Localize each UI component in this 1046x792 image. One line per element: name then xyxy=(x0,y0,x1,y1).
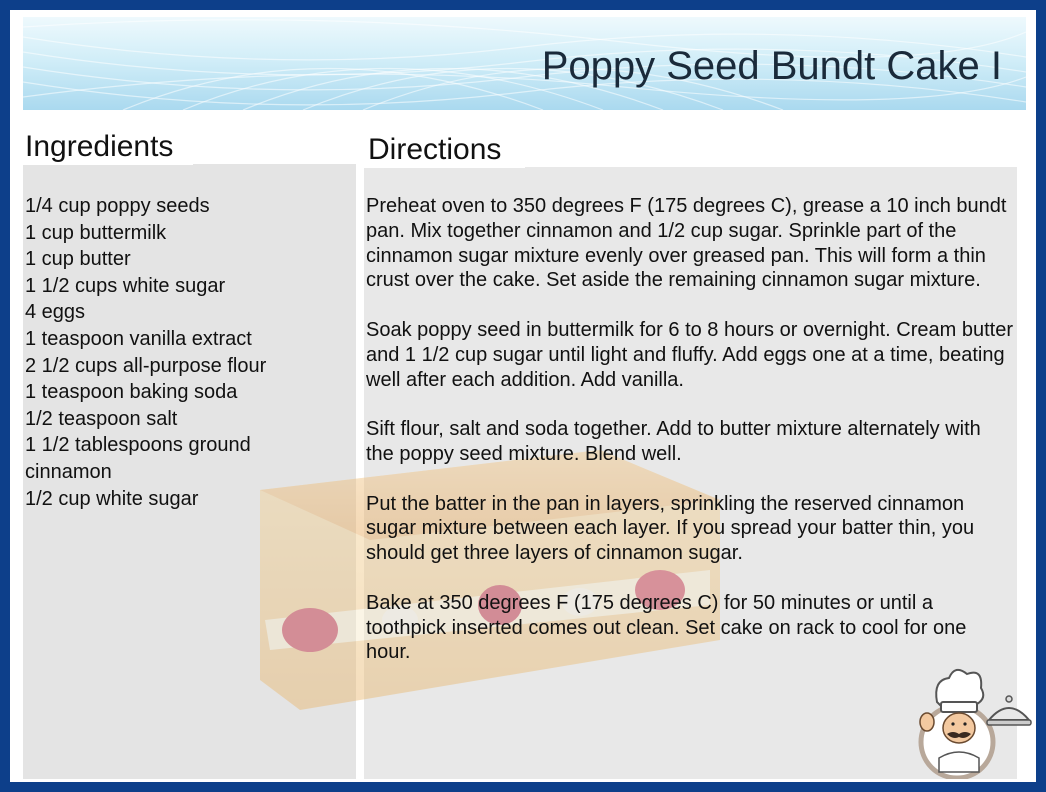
list-item: 2 1/2 cups all-purpose flour xyxy=(25,354,267,377)
list-item: 1/2 cup white sugar xyxy=(25,487,199,510)
direction-step: Preheat oven to 350 degrees F (175 degrees C), grease a 10 inch bundt pan. Mix together cinnamon and 1/2 cup sugar. Sprinkle part of the cinnamon sugar mixture evenly over greased pan. This will form a thin crust over the cake. Set aside the remaining cinnamon sugar mixture. xyxy=(366,195,1007,292)
list-item: 1 cup butter xyxy=(25,248,131,271)
list-item: 1 1/2 cups white sugar xyxy=(25,274,226,297)
directions-heading: Directions xyxy=(364,128,525,168)
ingredients-list xyxy=(25,193,325,512)
list-item: 1 cup buttermilk xyxy=(25,221,167,244)
list-item: 4 eggs xyxy=(25,301,86,324)
list-item: 1 teaspoon vanilla extract xyxy=(25,327,252,350)
list-item: 1 teaspoon baking soda xyxy=(25,381,238,404)
chef-logo-icon xyxy=(905,658,1035,782)
ingredients-heading: Ingredients xyxy=(21,125,193,165)
title-banner xyxy=(23,17,1026,110)
direction-step: Put the batter in the pan in layers, sprinkling the reserved cinnamon sugar mixture between each layer. If you spread your batter thin, you should get three layers of cinnamon sugar. xyxy=(366,492,975,565)
direction-step: Bake at 350 degrees F (175 degrees C) for 50 minutes or until a toothpick inserted comes out clean. Set cake on rack to cool for one hour. xyxy=(366,591,967,664)
list-item: 1 1/2 tablespoons ground cinnamon xyxy=(25,434,251,483)
direction-step: Sift flour, salt and soda together. Add to butter mixture alternately with the poppy seed mixture. Blend well. xyxy=(366,418,981,465)
list-item: 1/4 cup poppy seeds xyxy=(25,195,210,217)
direction-step: Soak poppy seed in buttermilk for 6 to 8 hours or overnight. Cream butter and 1 1/2 cup sugar until light and fluffy. Add eggs one at a time, beating well after each addition. Add vanilla. xyxy=(366,318,1014,391)
directions-text xyxy=(366,194,1014,690)
list-item: 1/2 teaspoon salt xyxy=(25,407,178,430)
page-title: Poppy Seed Bundt Cake I xyxy=(541,44,1002,88)
